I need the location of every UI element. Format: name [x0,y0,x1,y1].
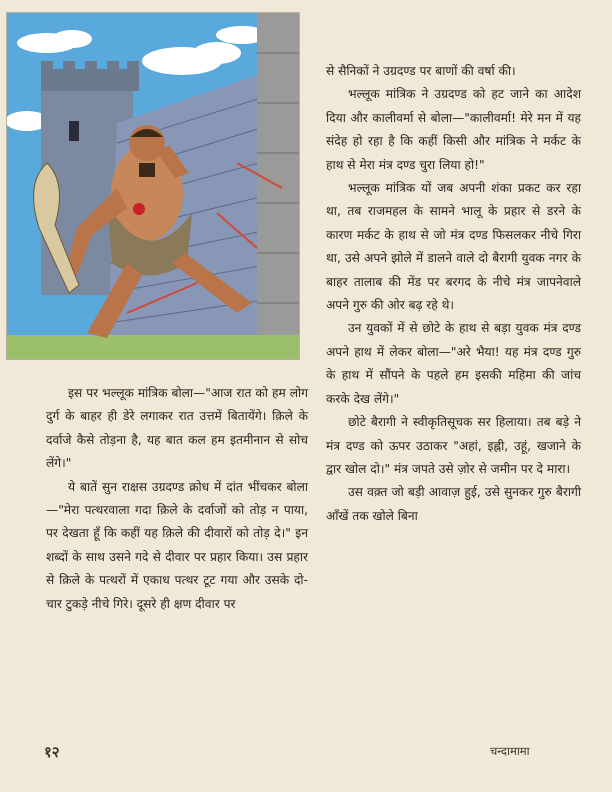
story-paragraph: इस पर भल्लूक मांत्रिक बोला—"आज रात को हम लोग दुर्ग के बाहर ही डेरे लगाकर रात उत्तमें बितायेंगे। क़िले के दर्वाजे कैसे तोड़ना है, यह बात कल हम इतमीनान से सोच लेंगे।" [46,386,308,471]
story-paragraph: भल्लूक मांत्रिक यों जब अपनी शंका प्रकट कर रहा था, तब राजमहल के सामने भालू के प्रहार से डरने के कारण मर्कट के हाथ से जो मंत्र दण्ड फिसलकर नीचे गिरा था, उसे अपने झोले में डालने वाले दो बैरागी युवक नगर के बाहर तालाब की मेंड पर बरगद के नीचे मंत्र जापनेवाले अपने गुरु की ओर बढ़ रहे थे। [326,181,581,313]
magazine-name: चन्दामामा [490,744,530,758]
left-text-column [46,382,308,616]
story-paragraph: उस वक़्त जो बड़ी आवाज़ हुई, उसे सुनकर गुरु बैरागी आँखें तक खोले बिना [326,485,581,523]
right-text-column [326,60,581,528]
demon-with-club-at-fort-wall-icon [7,13,299,359]
story-paragraph: उन युवकों में से छोटे के हाथ से बड़ा युवक मंत्र दण्ड अपने हाथ में लेकर बोला—"अरे भैया! यह मंत्र दण्ड गुरु के हाथ में सौंपने के पहले हम इसकी महिमा की जांच करके देख लेंगे।" [326,321,581,406]
story-paragraph: भल्लूक मांत्रिक ने उग्रदण्ड को हट जाने का आदेश दिया और कालीवर्मा से बोला—"कालीवर्मा! मेरे मन में यह संदेह हो रहा है कि कहीं किसी और मांत्रिक ने मर्कट के हाथ से मेरा मंत्र दण्ड चुरा लिया हो!" [326,87,581,172]
story-paragraph: से सैनिकों ने उग्रदण्ड पर बाणों की वर्षा की। [326,64,516,78]
story-paragraph: ये बातें सुन राक्षस उग्रदण्ड क्रोध में दांत भींचकर बोला—"मेरा पत्थरवाला गदा क़िले के दर्वाजों को तोड़ न पाया, पर देखता हूँ कि कहीं यह क़िले की दीवारों को तोड़ दे।" इन शब्दों के साथ उसने गदे से दीवार पर प्रहार किया। उस प्रहार से क़िले के पत्थरों में एकाध पत्थर टूट गया और उसके दो-चार टुकड़े नीचे गिरे। दूसरे ही क्षण दीवार पर [46,479,308,611]
story-illustration [6,12,300,360]
story-paragraph: छोटे बैरागी ने स्वीकृतिसूचक सर हिलाया। तब बड़े ने मंत्र दण्ड को ऊपर उठाकर "अहां, इह्नी, उहूं, खजाने के द्वार खोल दो।" मंत्र जपते उसे ज़ोर से जमीन पर दे मारा। [326,415,581,476]
page-number: १२ [44,743,60,761]
